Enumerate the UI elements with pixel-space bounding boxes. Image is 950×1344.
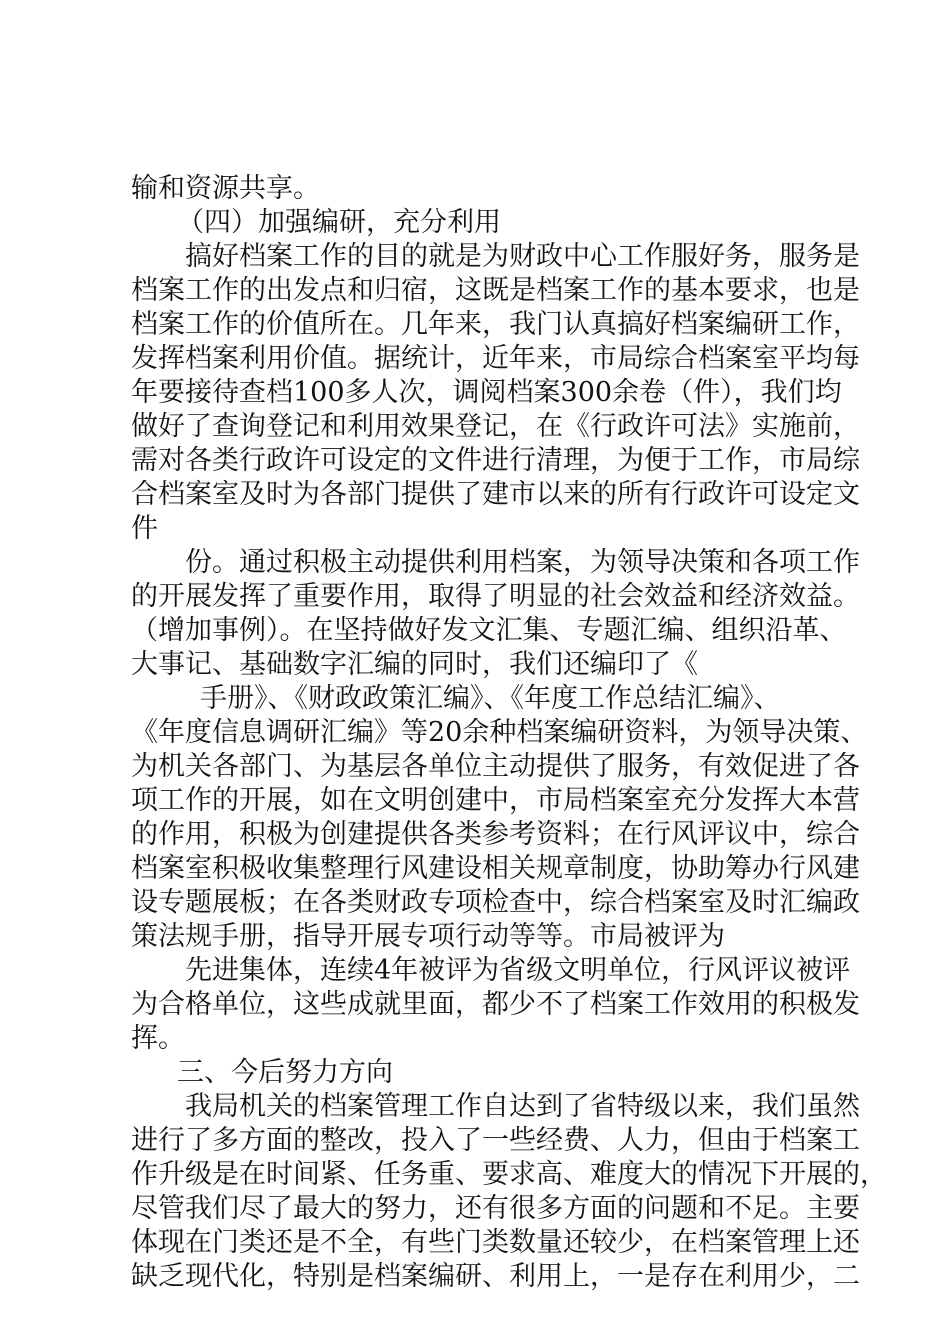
text-line: 件 — [131, 513, 158, 544]
text-line: （增加事例）。在坚持做好发文汇集、专题汇编、组织沿革、 — [131, 615, 847, 646]
text-line: 体现在门类还是不全，有些门类数量还较少，在档案管理上还 — [131, 1227, 860, 1258]
text-line: 缺乏现代化，特别是档案编研、利用上，一是存在利用少，二 — [131, 1261, 860, 1292]
text-line: 《年度信息调研汇编》等20余种档案编研资料，为领导决策、 — [131, 717, 868, 748]
text-line: 档案工作的出发点和归宿，这既是档案工作的基本要求，也是 — [131, 275, 860, 306]
text-line: 挥。 — [131, 1023, 185, 1054]
text-line: 档案室积极收集整理行风建设相关规章制度，协助筹办行风建 — [131, 853, 860, 884]
text-line: 的开展发挥了重要作用，取得了明显的社会效益和经济效益。 — [131, 581, 860, 612]
text-line: 需对各类行政许可设定的文件进行清理，为便于工作，市局综 — [131, 445, 860, 476]
text-line: 尽管我们尽了最大的努力，还有很多方面的问题和不足。主要 — [131, 1193, 860, 1224]
text-line: 手册》、《财政政策汇编》、《年度工作总结汇编》、 — [200, 683, 781, 714]
text-line: 输和资源共享。 — [131, 173, 320, 204]
text-line: 作升级是在时间紧、任务重、要求高、难度大的情况下开展的， — [131, 1159, 887, 1190]
text-line: 年要接待查档100多人次，调阅档案300余卷（件），我们均 — [131, 377, 842, 408]
text-line: 份。通过积极主动提供利用档案，为领导决策和各项工作 — [185, 547, 860, 578]
text-line: 做好了查询登记和利用效果登记，在《行政许可法》实施前， — [131, 411, 860, 442]
text-line: 策法规手册，指导开展专项行动等等。市局被评为 — [131, 921, 725, 952]
text-line: 为合格单位，这些成就里面，都少不了档案工作效用的积极发 — [131, 989, 860, 1020]
text-line: 合档案室及时为各部门提供了建市以来的所有行政许可设定文 — [131, 479, 860, 510]
text-line: 我局机关的档案管理工作自达到了省特级以来，我们虽然 — [185, 1091, 860, 1122]
text-line: 的作用，积极为创建提供各类参考资料；在行风评议中，综合 — [131, 819, 860, 850]
text-line: 设专题展板；在各类财政专项检查中，综合档案室及时汇编政 — [131, 887, 860, 918]
section-heading: 三、今后努力方向 — [177, 1057, 393, 1088]
text-line: 搞好档案工作的目的就是为财政中心工作服好务，服务是 — [185, 241, 860, 272]
text-line: 为机关各部门、为基层各单位主动提供了服务，有效促进了各 — [131, 751, 860, 782]
text-line: 发挥档案利用价值。据统计，近年来，市局综合档案室平均每 — [131, 343, 860, 374]
section-heading: （四）加强编研，充分利用 — [177, 207, 501, 238]
text-line: 档案工作的价值所在。几年来，我门认真搞好档案编研工作， — [131, 309, 860, 340]
text-line: 先进集体，连续4年被评为省级文明单位，行风评议被评 — [185, 955, 851, 986]
text-line: 进行了多方面的整改，投入了一些经费、人力，但由于档案工 — [131, 1125, 860, 1156]
text-line: 大事记、基础数字汇编的同时，我们还编印了《 — [131, 649, 698, 680]
text-line: 项工作的开展，如在文明创建中，市局档案室充分发挥大本营 — [131, 785, 860, 816]
